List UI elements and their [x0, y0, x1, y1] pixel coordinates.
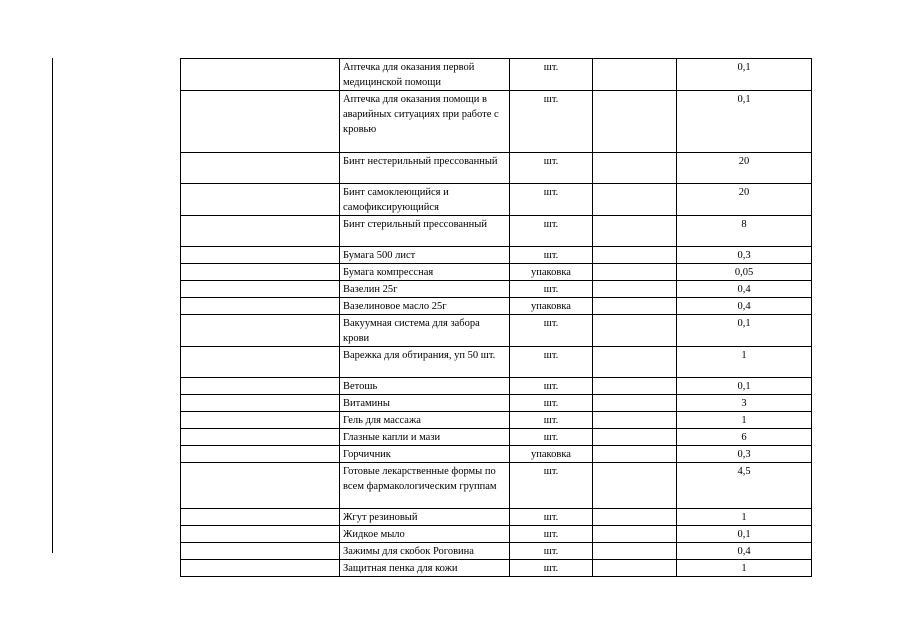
row-number-cell: [181, 315, 340, 347]
unit-cell: упаковка: [510, 264, 593, 281]
row-number-cell: [181, 429, 340, 446]
empty-cell: [593, 446, 677, 463]
quantity-cell: 1: [677, 347, 812, 378]
row-number-cell: [181, 412, 340, 429]
table-row: [181, 264, 812, 281]
empty-cell: [593, 91, 677, 153]
quantity-cell: 0,1: [677, 315, 812, 347]
empty-cell: [593, 429, 677, 446]
table-row: [181, 526, 812, 543]
item-name-cell: Бинт нестерильный прессованный: [340, 153, 510, 184]
item-name-cell: Вакуумная система для забора крови: [340, 315, 510, 347]
empty-cell: [593, 216, 677, 247]
empty-cell: [593, 378, 677, 395]
row-number-cell: [181, 526, 340, 543]
table-row: [181, 429, 812, 446]
empty-cell: [593, 395, 677, 412]
quantity-cell: 0,1: [677, 526, 812, 543]
quantity-cell: 20: [677, 153, 812, 184]
table-row: [181, 247, 812, 264]
table-row: [181, 560, 812, 577]
quantity-cell: 0,1: [677, 91, 812, 153]
table-row: [181, 298, 812, 315]
quantity-cell: 1: [677, 560, 812, 577]
unit-cell: шт.: [510, 412, 593, 429]
empty-cell: [593, 264, 677, 281]
item-name-cell: Вазелин 25г: [340, 281, 510, 298]
item-name-cell: Витамины: [340, 395, 510, 412]
unit-cell: шт.: [510, 543, 593, 560]
quantity-cell: 0,3: [677, 446, 812, 463]
unit-cell: шт.: [510, 463, 593, 509]
item-name-cell: Зажимы для скобок Роговина: [340, 543, 510, 560]
empty-cell: [593, 509, 677, 526]
table-row: [181, 378, 812, 395]
table-row: [181, 509, 812, 526]
item-name-cell: Вазелиновое масло 25г: [340, 298, 510, 315]
item-name-cell: Бумага 500 лист: [340, 247, 510, 264]
item-name-cell: Бинт самоклеющийся и самофиксирующийся: [340, 184, 510, 216]
table-row: [181, 446, 812, 463]
table-row: [181, 184, 812, 216]
row-number-cell: [181, 463, 340, 509]
table-row: [181, 463, 812, 509]
unit-cell: шт.: [510, 59, 593, 91]
row-number-cell: [181, 509, 340, 526]
unit-cell: упаковка: [510, 446, 593, 463]
unit-cell: шт.: [510, 153, 593, 184]
unit-cell: шт.: [510, 395, 593, 412]
unit-cell: шт.: [510, 526, 593, 543]
table-row: [181, 153, 812, 184]
unit-cell: шт.: [510, 216, 593, 247]
row-number-cell: [181, 298, 340, 315]
quantity-cell: 8: [677, 216, 812, 247]
row-number-cell: [181, 184, 340, 216]
quantity-cell: 3: [677, 395, 812, 412]
row-number-cell: [181, 446, 340, 463]
item-name-cell: Аптечка для оказания помощи в аварийных ситуациях при работе с кровью: [340, 91, 510, 153]
empty-cell: [593, 247, 677, 264]
supplies-table-body: [181, 59, 812, 577]
item-name-cell: Жгут резиновый: [340, 509, 510, 526]
quantity-cell: 0,4: [677, 543, 812, 560]
quantity-cell: 1: [677, 509, 812, 526]
quantity-cell: 0,3: [677, 247, 812, 264]
table-row: [181, 59, 812, 91]
quantity-cell: 20: [677, 184, 812, 216]
supplies-table: [180, 58, 812, 577]
empty-cell: [593, 463, 677, 509]
empty-cell: [593, 560, 677, 577]
unit-cell: шт.: [510, 281, 593, 298]
quantity-cell: 4,5: [677, 463, 812, 509]
unit-cell: шт.: [510, 509, 593, 526]
page-margin-line: [52, 58, 53, 553]
row-number-cell: [181, 543, 340, 560]
row-number-cell: [181, 216, 340, 247]
item-name-cell: Бумага компрессная: [340, 264, 510, 281]
quantity-cell: 0,4: [677, 281, 812, 298]
item-name-cell: Защитная пенка для кожи: [340, 560, 510, 577]
empty-cell: [593, 298, 677, 315]
table-row: [181, 91, 812, 153]
table-row: [181, 395, 812, 412]
row-number-cell: [181, 560, 340, 577]
row-number-cell: [181, 347, 340, 378]
unit-cell: шт.: [510, 184, 593, 216]
unit-cell: шт.: [510, 91, 593, 153]
unit-cell: шт.: [510, 315, 593, 347]
item-name-cell: Бинт стерильный прессованный: [340, 216, 510, 247]
table-row: [181, 543, 812, 560]
row-number-cell: [181, 395, 340, 412]
quantity-cell: 6: [677, 429, 812, 446]
item-name-cell: Ветошь: [340, 378, 510, 395]
empty-cell: [593, 526, 677, 543]
unit-cell: шт.: [510, 560, 593, 577]
unit-cell: шт.: [510, 347, 593, 378]
empty-cell: [593, 347, 677, 378]
row-number-cell: [181, 59, 340, 91]
empty-cell: [593, 281, 677, 298]
quantity-cell: 0,05: [677, 264, 812, 281]
item-name-cell: Глазные капли и мази: [340, 429, 510, 446]
quantity-cell: 0,1: [677, 378, 812, 395]
empty-cell: [593, 153, 677, 184]
empty-cell: [593, 315, 677, 347]
row-number-cell: [181, 378, 340, 395]
row-number-cell: [181, 247, 340, 264]
table-row: [181, 281, 812, 298]
unit-cell: шт.: [510, 429, 593, 446]
quantity-cell: 1: [677, 412, 812, 429]
item-name-cell: Гель для массажа: [340, 412, 510, 429]
row-number-cell: [181, 153, 340, 184]
item-name-cell: Аптечка для оказания первой медицинской помощи: [340, 59, 510, 91]
quantity-cell: 0,1: [677, 59, 812, 91]
empty-cell: [593, 412, 677, 429]
unit-cell: шт.: [510, 247, 593, 264]
empty-cell: [593, 184, 677, 216]
row-number-cell: [181, 281, 340, 298]
table-row: [181, 216, 812, 247]
row-number-cell: [181, 264, 340, 281]
table-row: [181, 315, 812, 347]
item-name-cell: Варежка для обтирания, уп 50 шт.: [340, 347, 510, 378]
quantity-cell: 0,4: [677, 298, 812, 315]
unit-cell: упаковка: [510, 298, 593, 315]
item-name-cell: Готовые лекарственные формы по всем фармакологическим группам: [340, 463, 510, 509]
table-row: [181, 412, 812, 429]
empty-cell: [593, 543, 677, 560]
empty-cell: [593, 59, 677, 91]
row-number-cell: [181, 91, 340, 153]
unit-cell: шт.: [510, 378, 593, 395]
table-row: [181, 347, 812, 378]
item-name-cell: Жидкое мыло: [340, 526, 510, 543]
item-name-cell: Горчичник: [340, 446, 510, 463]
